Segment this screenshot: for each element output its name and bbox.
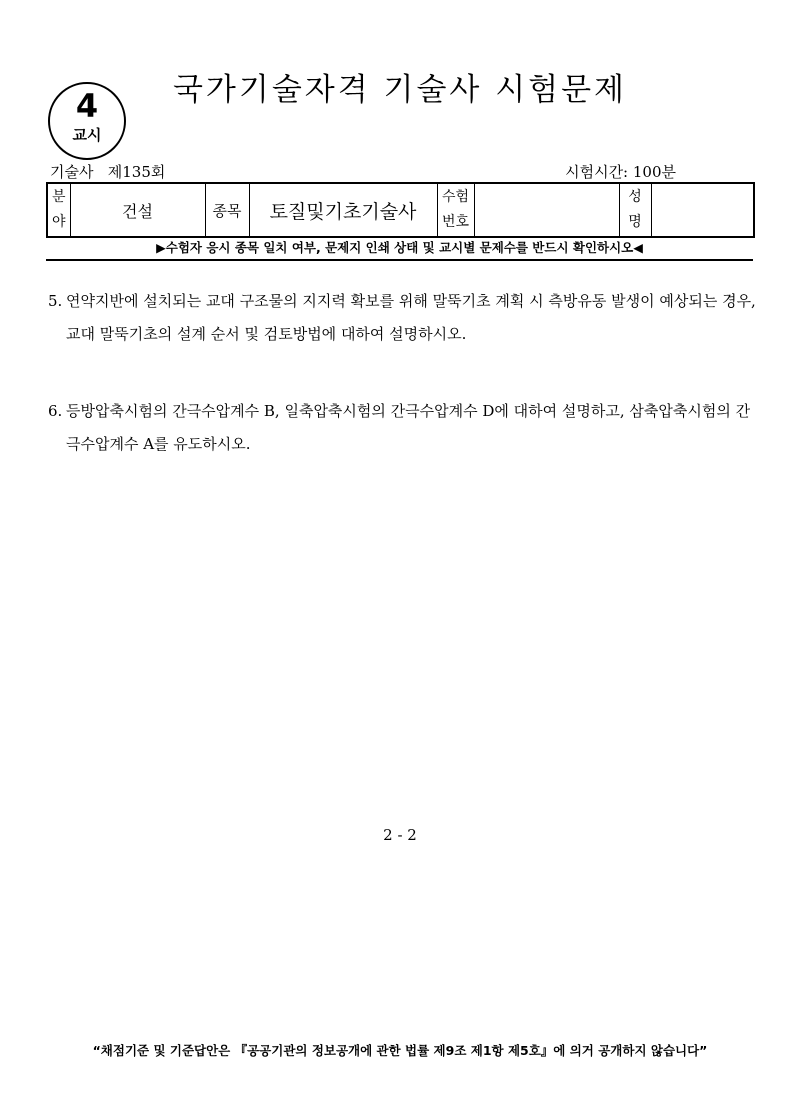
- page-title: 국가기술자격 기술사 시험문제: [172, 72, 627, 108]
- exam-duration: 시험시간: 100분: [565, 163, 676, 181]
- footer-notice: “채점기준 및 기준답안은 『공공기관의 정보공개에 관한 법률 제9조 제1항 제5호』에 의거 공개하지 않습니다”: [92, 1043, 708, 1058]
- exam-number-field[interactable]: [474, 183, 619, 237]
- field-label: 분 야: [47, 183, 70, 237]
- name-field[interactable]: [651, 183, 754, 237]
- session-number: 4: [75, 87, 99, 125]
- question-text: 등방압축시험의 간극수압계수 B, 일축압축시험의 간극수압계수 D에 대하여 설명하고, 삼축압축시험의 간극수압계수 A를 유도하시오.: [66, 402, 751, 453]
- notice: ▶수험자 응시 종목 일치 여부, 문제지 인쇄 상태 및 교시별 문제수를 반드시 확인하시오◀: [156, 240, 643, 255]
- question-5: [48, 285, 758, 351]
- session-label: 교시: [72, 126, 102, 144]
- exam-info-table: [46, 182, 755, 238]
- category-value: 토질및기초기술사: [249, 183, 437, 237]
- page-number: 2 - 2: [383, 826, 417, 844]
- session-badge: [48, 82, 126, 160]
- exam-round: 기술사 제135회: [50, 163, 166, 181]
- question-number: 6.: [48, 402, 63, 420]
- name-label: 성 명: [619, 183, 651, 237]
- question-6: [48, 395, 758, 461]
- exam-number-label: 수험 번호: [437, 183, 474, 237]
- question-text: 연약지반에 설치되는 교대 구조물의 지지력 확보를 위해 말뚝기초 계획 시 측방유동 발생이 예상되는 경우, 교대 말뚝기초의 설계 순서 및 검토방법에 대하여 설명하시오.: [66, 292, 756, 343]
- header-divider: [46, 259, 753, 261]
- field-value: 건설: [70, 183, 205, 237]
- question-number: 5.: [48, 292, 63, 310]
- category-label: 종목: [205, 183, 249, 237]
